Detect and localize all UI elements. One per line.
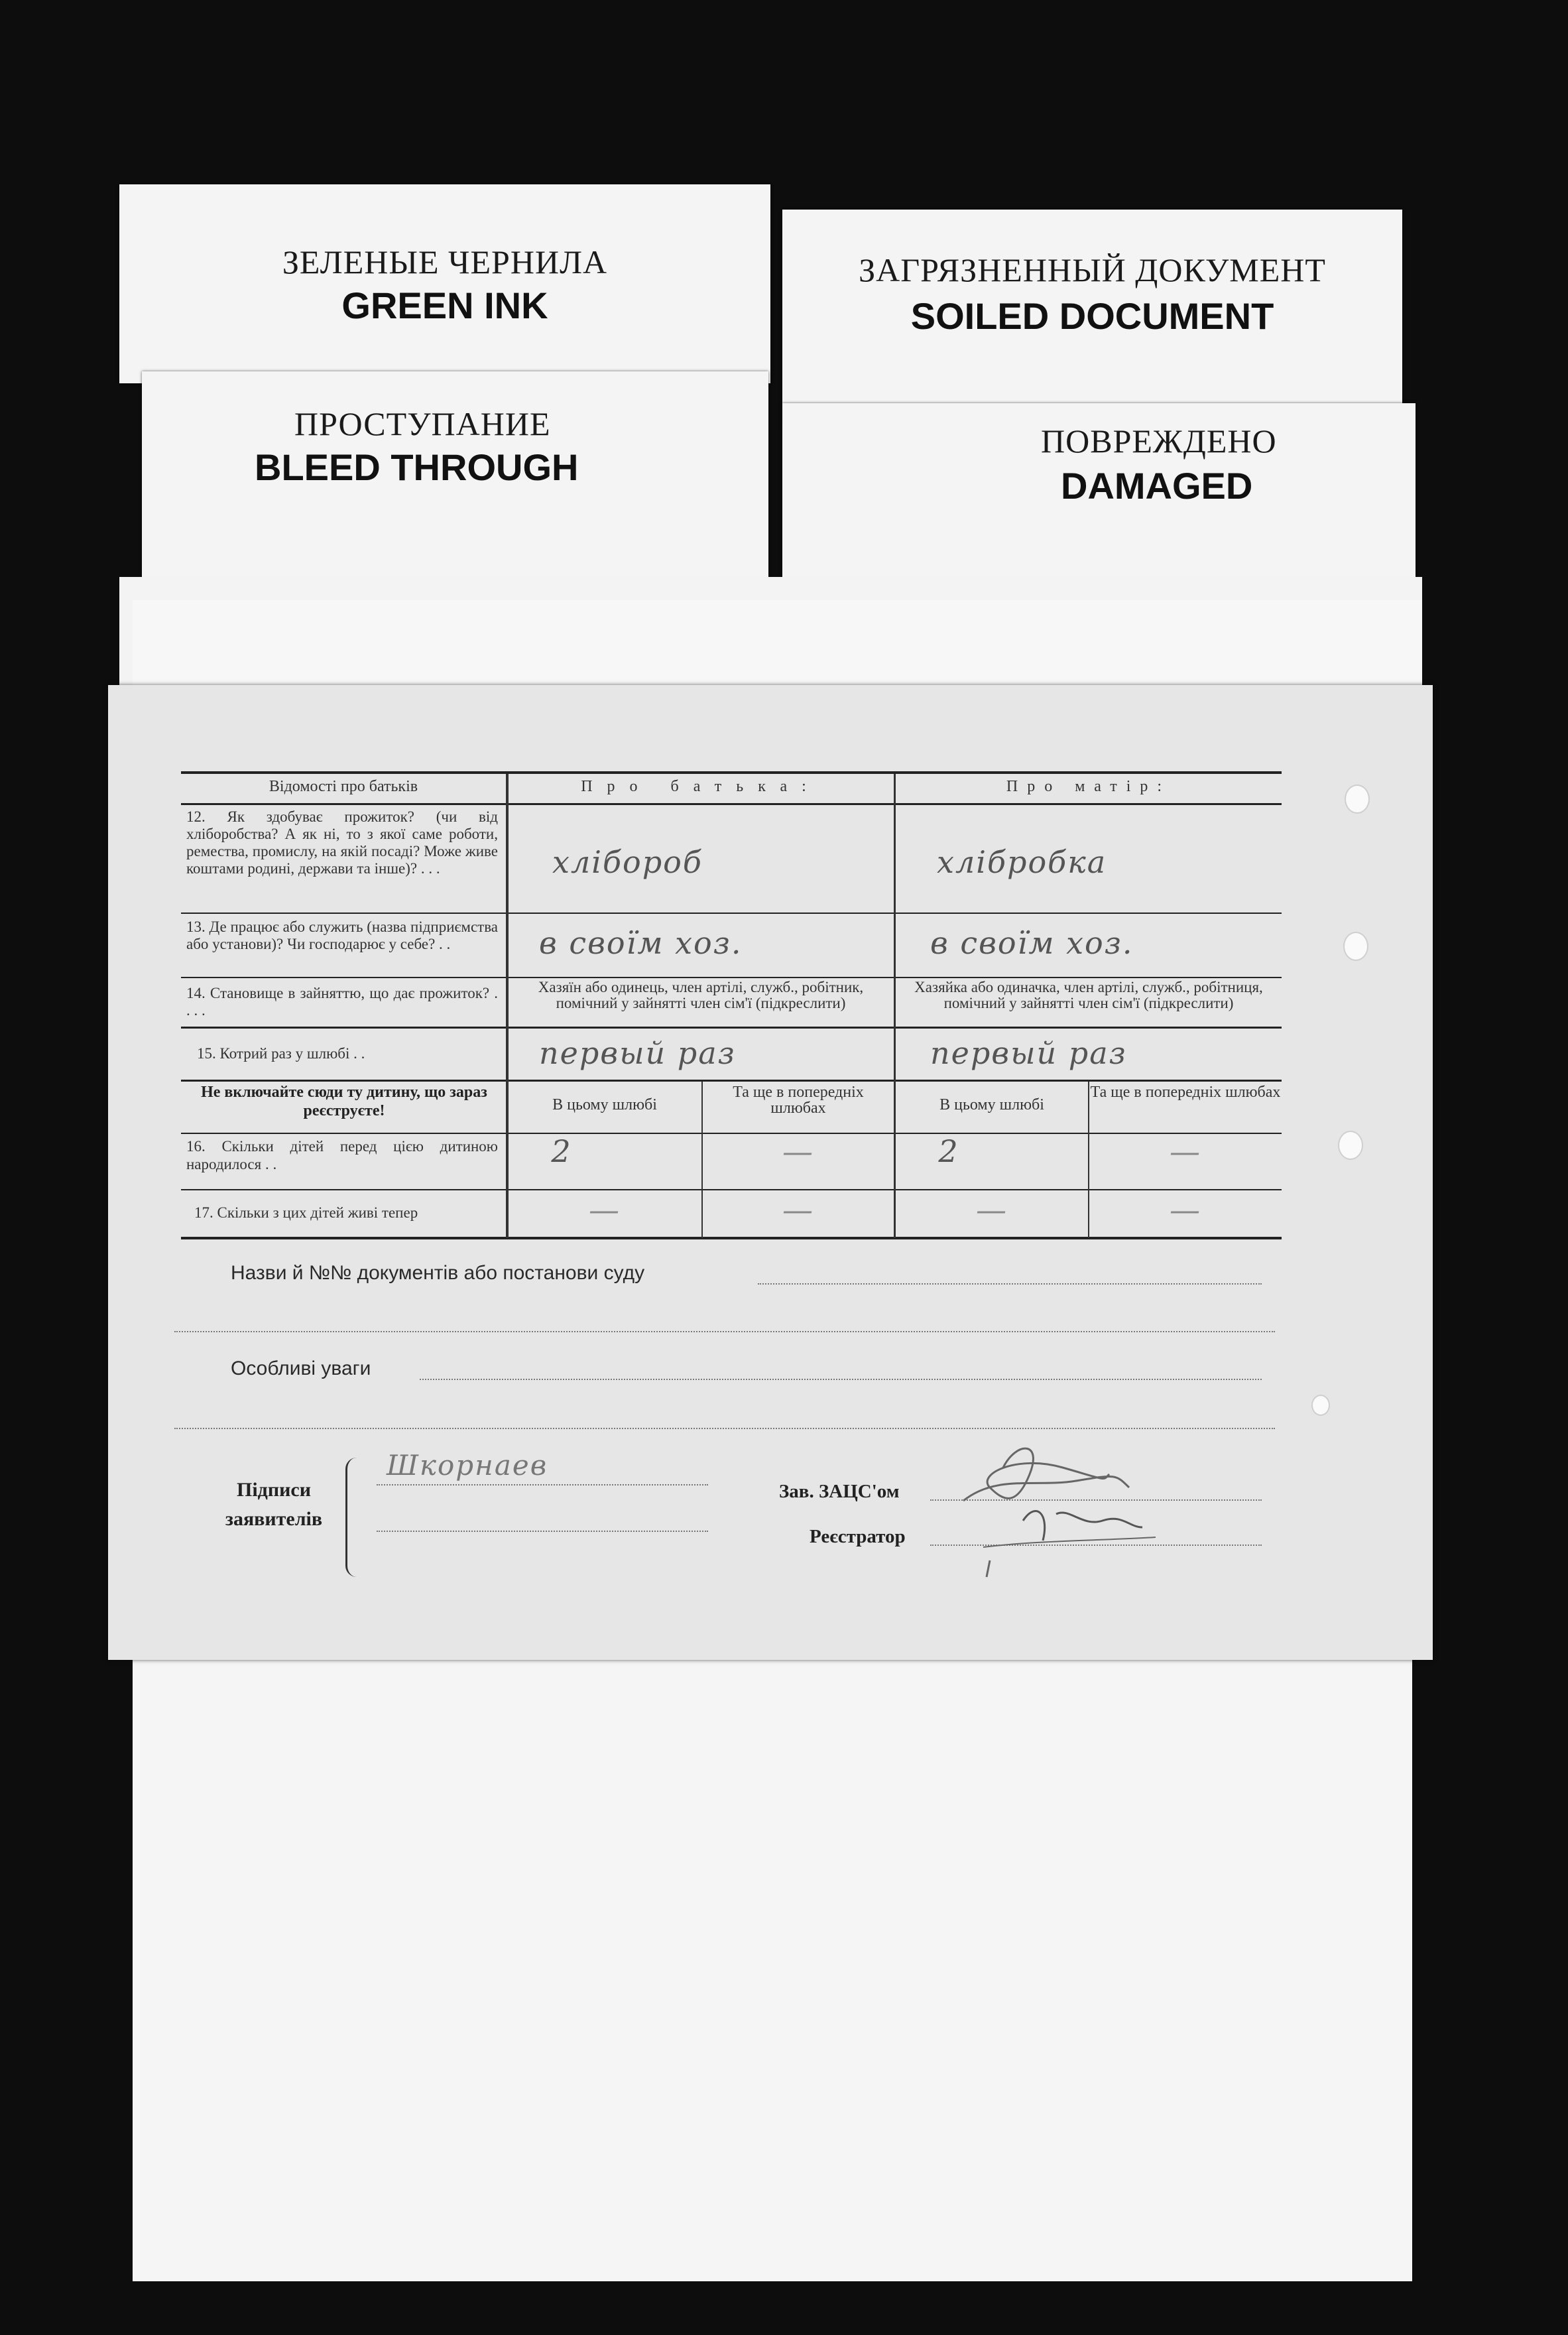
signatures-label-line2: заявителів bbox=[225, 1508, 323, 1530]
bleed-through-en: BLEED THROUGH bbox=[255, 446, 579, 488]
signature-line-1 bbox=[377, 1484, 708, 1485]
answer-13-father: в своїм хоз. bbox=[539, 925, 743, 961]
question-13: 13. Де працює або служить (назва підприємства або установи)? Чи господарює у себе? . . bbox=[186, 918, 498, 952]
head-zags-label: Зав. ЗАЦС'ом bbox=[779, 1481, 900, 1502]
damaged-card bbox=[782, 403, 1416, 602]
mother-this-marriage-header: В цьому шлюбі bbox=[939, 1096, 1044, 1113]
answer-16-mother-prev: — bbox=[1170, 1133, 1201, 1169]
punch-hole bbox=[1343, 932, 1368, 961]
question-16: 16. Скільки дітей перед цією дитиною народилося . . bbox=[186, 1138, 498, 1172]
header-mother: Про матір: bbox=[1006, 778, 1172, 795]
registration-form bbox=[108, 685, 1433, 1660]
green-ink-en: GREEN INK bbox=[341, 284, 548, 326]
notes-line bbox=[420, 1379, 1262, 1380]
soiled-document-ru: ЗАГРЯЗНЕННЫЙ ДОКУМЕНТ bbox=[859, 251, 1326, 288]
green-ink-card bbox=[119, 184, 770, 383]
applicants-signatures-label bbox=[214, 1476, 333, 1534]
soiled-document-card bbox=[782, 210, 1402, 428]
answer-16-mother-this: 2 bbox=[938, 1133, 959, 1169]
father-this-marriage-header: В цьому шлюбі bbox=[552, 1096, 657, 1113]
answer-16-father-this: 2 bbox=[551, 1133, 572, 1169]
damaged-ru: ПОВРЕЖДЕНО bbox=[1041, 422, 1277, 460]
answer-17-father-this: — bbox=[589, 1192, 621, 1228]
brace bbox=[345, 1458, 357, 1577]
official-signatures bbox=[904, 1428, 1209, 1580]
answer-17-mother-prev: — bbox=[1170, 1192, 1201, 1228]
answer-14-mother: Хазяйка або одиначка, член артілі, служб., робітниця, помічний у зайнятті член сім'ї (підкреслити) bbox=[914, 979, 1263, 1011]
question-15: 15. Котрий раз у шлюбі . . bbox=[197, 1045, 365, 1062]
applicant-signature: Шкорнаев bbox=[387, 1449, 548, 1482]
damaged-en: DAMAGED bbox=[1061, 465, 1253, 507]
soiled-document-en: SOILED DOCUMENT bbox=[910, 295, 1274, 337]
answer-15-father: первый раз bbox=[539, 1035, 736, 1071]
mother-prev-marriages-header: Та ще в попередніх шлюбах bbox=[1090, 1084, 1281, 1101]
answer-13-mother: в своїм хоз. bbox=[930, 925, 1134, 961]
father-prev-marriages-header: Та ще в попередніх шлюбах bbox=[733, 1084, 864, 1117]
green-ink-ru: ЗЕЛЕНЫЕ ЧЕРНИЛА bbox=[282, 243, 608, 281]
signature-line-2 bbox=[377, 1531, 708, 1532]
bottom-sheet bbox=[133, 1645, 1412, 2281]
answer-17-father-prev: — bbox=[782, 1192, 814, 1228]
answer-14-father: Хазяїн або одинець, член артілі, служб., робітник, помічний у зайнятті член сім'ї (підкреслити) bbox=[538, 979, 864, 1011]
signatures-label-line1: Підписи bbox=[236, 1479, 312, 1501]
registrar-label: Реєстратор bbox=[810, 1526, 906, 1547]
question-14: 14. Становище в зайняттю, що дає прожиток? . . . . bbox=[186, 985, 498, 1019]
answer-17-mother-this: — bbox=[976, 1192, 1008, 1228]
documents-label: Назви й №№ документів або постанови суду bbox=[231, 1262, 645, 1284]
exclude-child-note: Не включайте сюди ту дитину, що зараз реєструєте! bbox=[201, 1084, 487, 1119]
answer-15-mother: первый раз bbox=[930, 1035, 1127, 1071]
question-17: 17. Скільки з цих дітей живі тепер bbox=[194, 1204, 418, 1221]
documents-line bbox=[758, 1283, 1262, 1285]
punch-hole bbox=[1345, 785, 1370, 814]
punch-hole bbox=[1338, 1131, 1363, 1160]
bleed-through-card bbox=[142, 371, 768, 590]
punch-hole bbox=[1311, 1395, 1330, 1416]
documents-line-2 bbox=[174, 1331, 1275, 1332]
bleed-through-ru: ПРОСТУПАНИЕ bbox=[294, 405, 551, 442]
notes-label: Особливі уваги bbox=[231, 1357, 371, 1379]
question-12: 12. Як здобуває прожиток? (чи від хліборобства? А як ні, то з якої саме роботи, ремества, промислу, на якій посаді? Може живе коштами родині, держави та інше)? . . . bbox=[186, 808, 498, 877]
answer-12-mother: хлібробка bbox=[937, 844, 1107, 880]
header-parents-info: Відомості про батьків bbox=[269, 778, 418, 795]
answer-16-father-prev: — bbox=[782, 1133, 814, 1169]
answer-12-father: хлібороб bbox=[552, 844, 703, 880]
header-father: Про батька: bbox=[581, 778, 821, 795]
